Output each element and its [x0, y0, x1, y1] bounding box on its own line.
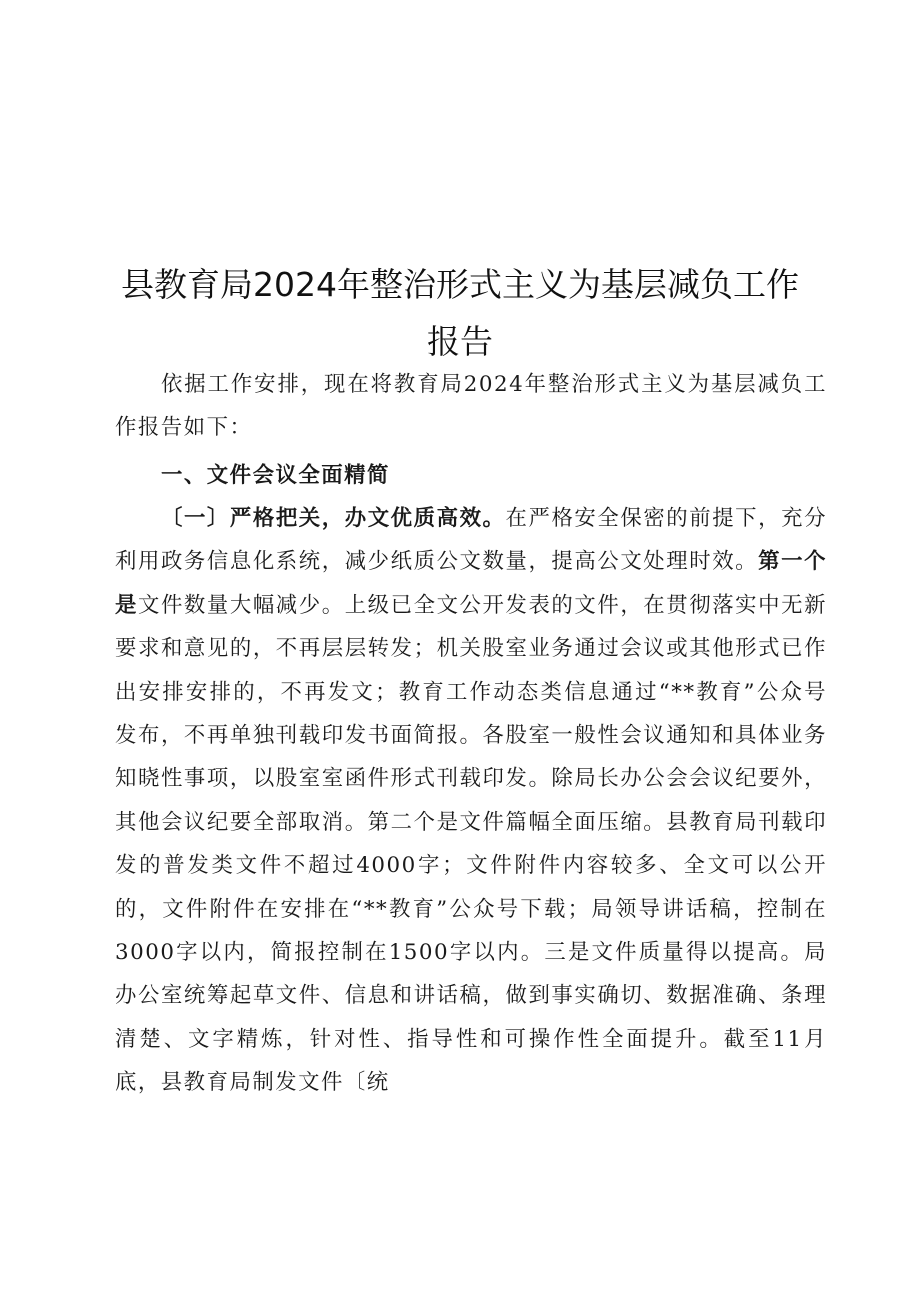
section-heading-1: 一、文件会议全面精简 [161, 463, 390, 488]
document-title-line-2: 报告 [427, 322, 493, 361]
document-title-line-1: 县教育局2024年整治形式主义为基层减负工作 [121, 265, 799, 304]
paragraph-1 [115, 497, 827, 1105]
paragraph-1-text-a: 在严格安全保密的前提下，充分利用政务信息化系统，减少纸质公文数量，提高公文处理时效。 [115, 506, 827, 575]
paragraph-1-lead: 〔一〕严格把关，办文优质高效。 [161, 506, 506, 531]
paragraph-1-text-c: 文件数量大幅减少。上级已全文公开发表的文件，在贯彻落实中无新要求和意见的，不再层层转发；机关股室业务通过会议或其他形式已作出安排安排的，不再发文；教育工作动态类信息通过“**教育”公众号发布，不再单独刊载印发书面简报。各股室一般性会议通知和具体业务知晓性事项，以股室室函件形式刊载印发。除局长办公会会议纪要外，其他会议纪要全部取消。第二个是文件篇幅全面压缩。县教育局刊载印发的普发类文件不超过4000字；文件附件内容较多、全文可以公开的，文件附件在安排在“**教育”公众号下载；局领导讲话稿，控制在3000字以内，简报控制在1500字以内。三是文件质量得以提高。局办公室统筹起草文件、信息和讲话稿，做到事实确切、数据准确、条理清楚、文字精炼，针对性、指导性和可操作性全面提升。截至11月底，县教育局制发文件〔统 [115, 592, 827, 1096]
paragraph-1-bold-b: 第一个是 [115, 549, 827, 618]
intro-paragraph: 依据工作安排，现在将教育局2024年整治形式主义为基层减负工作报告如下： [115, 372, 827, 441]
